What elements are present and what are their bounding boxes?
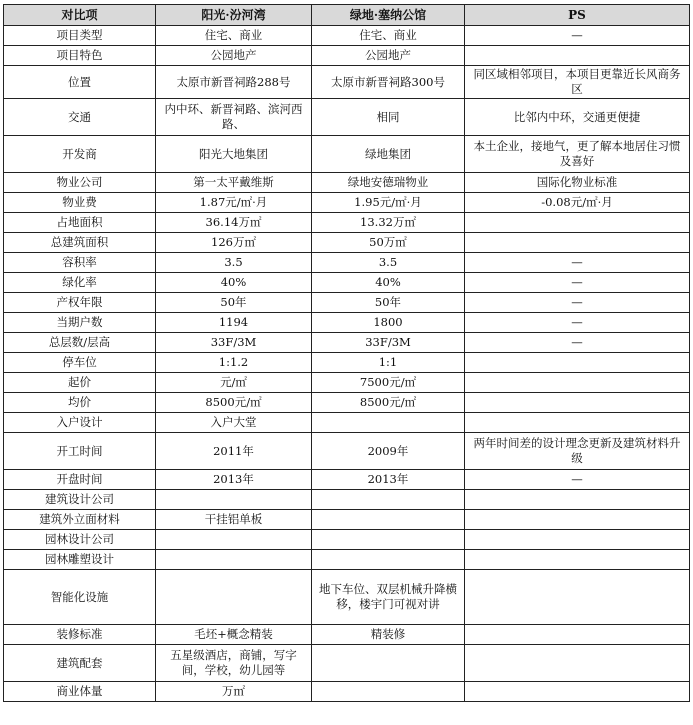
row-label: 开发商: [4, 136, 156, 173]
cell-yangguang: 33F/3M: [156, 333, 312, 353]
cell-lvdi: 相同: [312, 99, 465, 136]
cell-lvdi: 7500元/㎡: [312, 373, 465, 393]
row-label: 物业公司: [4, 173, 156, 193]
cell-lvdi: 50万㎡: [312, 233, 465, 253]
cell-yangguang: [156, 490, 312, 510]
cell-lvdi: 3.5: [312, 253, 465, 273]
cell-ps: [465, 213, 690, 233]
cell-yangguang: 第一太平戴维斯: [156, 173, 312, 193]
cell-ps: [465, 490, 690, 510]
cell-yangguang: [156, 530, 312, 550]
cell-lvdi: 1800: [312, 313, 465, 333]
row-label: 商业体量: [4, 682, 156, 702]
row-label: 建筑配套: [4, 645, 156, 682]
row-label: 项目特色: [4, 46, 156, 66]
cell-ps: [465, 550, 690, 570]
table-row: [4, 136, 690, 173]
cell-yangguang: 1194: [156, 313, 312, 333]
table-row: [4, 373, 690, 393]
cell-ps: —: [465, 470, 690, 490]
cell-lvdi: 33F/3M: [312, 333, 465, 353]
cell-lvdi: 公园地产: [312, 46, 465, 66]
cell-yangguang: 毛坯+概念精装: [156, 625, 312, 645]
table-row: [4, 46, 690, 66]
table-body: [4, 26, 690, 702]
cell-ps: 同区域相邻项目，本项目更靠近长风商务区: [465, 66, 690, 99]
cell-yangguang: 8500元/㎡: [156, 393, 312, 413]
cell-yangguang: 公园地产: [156, 46, 312, 66]
row-label: 产权年限: [4, 293, 156, 313]
table-row: [4, 233, 690, 253]
table-row: [4, 66, 690, 99]
table-row: [4, 193, 690, 213]
cell-yangguang: 万㎡: [156, 682, 312, 702]
cell-lvdi: [312, 682, 465, 702]
cell-lvdi: [312, 530, 465, 550]
cell-ps: —: [465, 26, 690, 46]
cell-ps: [465, 510, 690, 530]
table-row: [4, 173, 690, 193]
cell-lvdi: 精装修: [312, 625, 465, 645]
row-label: 位置: [4, 66, 156, 99]
cell-yangguang: [156, 570, 312, 625]
cell-ps: [465, 530, 690, 550]
cell-yangguang: 太原市新晋祠路288号: [156, 66, 312, 99]
cell-yangguang: 126万㎡: [156, 233, 312, 253]
header-row: [4, 5, 690, 26]
row-label: 物业费: [4, 193, 156, 213]
row-label: 入户设计: [4, 413, 156, 433]
cell-ps: —: [465, 313, 690, 333]
cell-ps: [465, 393, 690, 413]
row-label: 开盘时间: [4, 470, 156, 490]
row-label: 园林雕塑设计: [4, 550, 156, 570]
cell-ps: [465, 46, 690, 66]
cell-lvdi: 太原市新晋祠路300号: [312, 66, 465, 99]
table-row: [4, 490, 690, 510]
cell-ps: [465, 353, 690, 373]
row-label: 容积率: [4, 253, 156, 273]
table-row: [4, 433, 690, 470]
cell-yangguang: 2013年: [156, 470, 312, 490]
cell-yangguang: 五星级酒店，商铺，写字间，学校，幼儿园等: [156, 645, 312, 682]
row-label: 绿化率: [4, 273, 156, 293]
cell-yangguang: [156, 550, 312, 570]
table-row: [4, 333, 690, 353]
table-row: [4, 530, 690, 550]
cell-ps: 两年时间差的设计理念更新及建筑材料升级: [465, 433, 690, 470]
cell-lvdi: 2009年: [312, 433, 465, 470]
cell-ps: —: [465, 253, 690, 273]
cell-lvdi: 13.32万㎡: [312, 213, 465, 233]
cell-lvdi: 1:1: [312, 353, 465, 373]
cell-yangguang: 阳光大地集团: [156, 136, 312, 173]
row-label: 智能化设施: [4, 570, 156, 625]
table-row: [4, 26, 690, 46]
cell-lvdi: [312, 510, 465, 530]
cell-ps: [465, 570, 690, 625]
cell-yangguang: 1.87元/㎡·月: [156, 193, 312, 213]
row-label: 开工时间: [4, 433, 156, 470]
cell-ps: 比邻内中环，交通更便捷: [465, 99, 690, 136]
table-row: [4, 550, 690, 570]
cell-yangguang: 2011年: [156, 433, 312, 470]
cell-lvdi: 绿地集团: [312, 136, 465, 173]
cell-ps: —: [465, 273, 690, 293]
table-row: [4, 413, 690, 433]
row-label: 园林设计公司: [4, 530, 156, 550]
header-compare-item: 对比项: [4, 5, 156, 26]
cell-yangguang: 住宅、商业: [156, 26, 312, 46]
cell-ps: -0.08元/㎡·月: [465, 193, 690, 213]
table-row: [4, 510, 690, 530]
cell-yangguang: 入户大堂: [156, 413, 312, 433]
cell-yangguang: 1:1.2: [156, 353, 312, 373]
cell-lvdi: 2013年: [312, 470, 465, 490]
cell-yangguang: 内中环、新晋祠路、滨河西路、: [156, 99, 312, 136]
table-row: [4, 253, 690, 273]
row-label: 交通: [4, 99, 156, 136]
row-label: 装修标准: [4, 625, 156, 645]
comparison-document: [3, 4, 690, 702]
table-row: [4, 470, 690, 490]
cell-ps: [465, 233, 690, 253]
cell-ps: 本土企业，接地气，更了解本地居住习惯及喜好: [465, 136, 690, 173]
header-ps: PS: [465, 5, 690, 26]
cell-ps: 国际化物业标准: [465, 173, 690, 193]
table-row: [4, 99, 690, 136]
cell-yangguang: 干挂铝单板: [156, 510, 312, 530]
cell-yangguang: 40%: [156, 273, 312, 293]
row-label: 均价: [4, 393, 156, 413]
table-row: [4, 293, 690, 313]
table-row: [4, 273, 690, 293]
table-row: [4, 213, 690, 233]
cell-lvdi: 40%: [312, 273, 465, 293]
row-label: 占地面积: [4, 213, 156, 233]
header-project-yangguang: 阳光·汾河湾: [156, 5, 312, 26]
cell-lvdi: [312, 490, 465, 510]
cell-ps: [465, 373, 690, 393]
table-row: [4, 682, 690, 702]
cell-ps: [465, 645, 690, 682]
cell-yangguang: 3.5: [156, 253, 312, 273]
table-row: [4, 313, 690, 333]
table-row: [4, 393, 690, 413]
cell-lvdi: [312, 645, 465, 682]
table-row: [4, 625, 690, 645]
row-label: 建筑外立面材料: [4, 510, 156, 530]
row-label: 建筑设计公司: [4, 490, 156, 510]
row-label: 总层数/层高: [4, 333, 156, 353]
cell-ps: —: [465, 333, 690, 353]
cell-ps: [465, 625, 690, 645]
cell-lvdi: 50年: [312, 293, 465, 313]
cell-lvdi: [312, 550, 465, 570]
row-label: 项目类型: [4, 26, 156, 46]
cell-ps: —: [465, 293, 690, 313]
cell-lvdi: 住宅、商业: [312, 26, 465, 46]
cell-yangguang: 50年: [156, 293, 312, 313]
header-project-lvdi: 绿地·塞纳公馆: [312, 5, 465, 26]
cell-yangguang: 元/㎡: [156, 373, 312, 393]
comparison-table: [3, 4, 690, 702]
row-label: 总建筑面积: [4, 233, 156, 253]
cell-yangguang: 36.14万㎡: [156, 213, 312, 233]
table-row: [4, 645, 690, 682]
row-label: 当期户数: [4, 313, 156, 333]
table-row: [4, 353, 690, 373]
table-row: [4, 570, 690, 625]
cell-lvdi: 1.95元/㎡·月: [312, 193, 465, 213]
row-label: 停车位: [4, 353, 156, 373]
cell-ps: [465, 682, 690, 702]
cell-ps: [465, 413, 690, 433]
cell-lvdi: [312, 413, 465, 433]
cell-lvdi: 地下车位、双层机械升降横移，楼宇门可视对讲: [312, 570, 465, 625]
cell-lvdi: 绿地安德瑞物业: [312, 173, 465, 193]
cell-lvdi: 8500元/㎡: [312, 393, 465, 413]
row-label: 起价: [4, 373, 156, 393]
